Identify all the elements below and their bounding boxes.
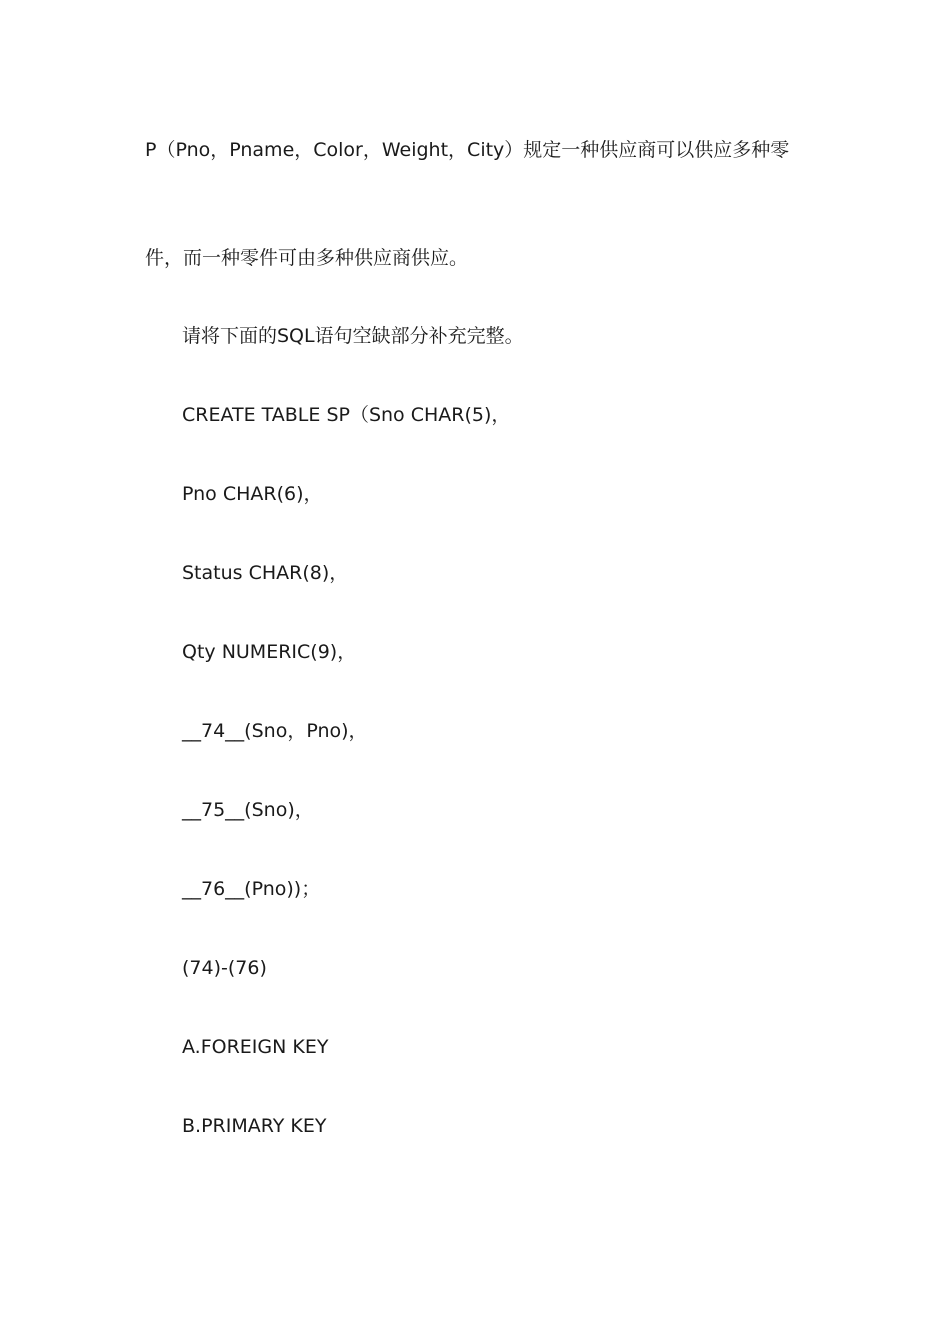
sql-line-pno: Pno CHAR(6)， <box>182 483 323 505</box>
sql-line-blank-74: __74__(Sno，Pno)， <box>182 720 368 742</box>
sql-line-blank-76: __76__(Pno))； <box>182 878 321 900</box>
sql-line-blank-75: __75__(Sno)， <box>182 799 314 821</box>
option-a: A.FOREIGN KEY <box>182 1036 329 1058</box>
sql-line-status: Status CHAR(8)， <box>182 562 349 584</box>
sql-line-qty: Qty NUMERIC(9)， <box>182 641 357 663</box>
paragraph-line-2: 件，而一种零件可由多种供应商供应。 <box>145 247 469 269</box>
instruction-text: 请将下面的SQL语句空缺部分补充完整。 <box>182 325 524 347</box>
sql-line-create-table: CREATE TABLE SP（Sno CHAR(5)， <box>182 404 511 426</box>
question-range: (74)-(76) <box>182 957 267 979</box>
option-b: B.PRIMARY KEY <box>182 1115 327 1137</box>
paragraph-line-1: P（Pno，Pname，Color，Weight，City）规定一种供应商可以供应多种零 <box>145 139 790 161</box>
